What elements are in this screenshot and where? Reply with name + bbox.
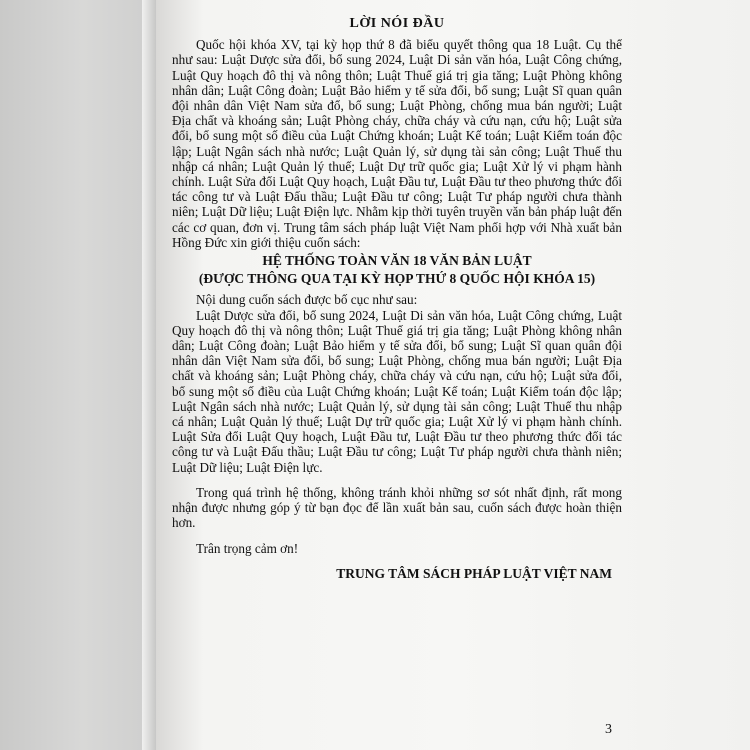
page-title: LỜI NÓI ĐẦU [349, 16, 445, 31]
contents-paragraph: Luật Dược sửa đổi, bổ sung 2024, Luật Di sản văn hóa, Luật Công chứng, Luật Quy hoạch đô thị và nông thôn; Luật Thuế giá trị gia tăng; Luật Phòng không nhân dân; Luật Công đoàn; Luật Bảo hiểm y tế sửa đổi, bổ sung; Luật Sĩ quan quân đội nhân dân Việt Nam sửa đổi, bổ sung; Luật Phòng, chống mua bán người; Luật Địa chất và khoáng sản; Luật Phòng cháy, chữa cháy và cứu nạn, cứu hộ; Luật sửa đổi, bổ sung một số điều của Luật Chứng khoán; Luật Kế toán; Luật Kiểm toán độc lập; Luật Ngân sách nhà nước; Luật Quản lý, sử dụng tài sản công; Luật Thuế thu nhập cá nhân; Luật Quản lý thuế; Luật Dự trữ quốc gia; Luật Xử lý vi phạm hành chính. Luật Sửa đổi Luật Quy hoạch, Luật Đầu tư, Luật Đầu tư theo phương thức đối tác công tư và Luật Đấu thầu; Luật Đầu tư công; Luật Tư pháp người chưa thành niên; Luật Dữ liệu; Luật Điện lực. [172, 307, 622, 475]
document-content [172, 16, 622, 581]
left-page-edge [142, 0, 156, 750]
document-page [156, 0, 750, 750]
page-number: 3 [605, 722, 612, 737]
book-title: HỆ THỐNG TOÀN VĂN 18 VĂN BẢN LUẬT [262, 253, 532, 269]
left-page [0, 0, 150, 750]
thanks-line: Trân trọng cảm ơn! [196, 540, 299, 556]
signature: TRUNG TÂM SÁCH PHÁP LUẬT VIỆT NAM [336, 565, 612, 581]
intro-paragraph: Quốc hội khóa XV, tại kỳ họp thứ 8 đã biểu quyết thông qua 18 Luật. Cụ thể như sau: Luật Dược sửa đổi, bổ sung 2024, Luật Di sản văn hóa, Luật Công chứng, Luật Quy hoạch đô thị và nông thôn; Luật Thuế giá trị gia tăng; Luật Phòng không nhân dân; Luật Công đoàn; Luật Bảo hiểm y tế sửa đổi, bổ sung; Luật Sĩ quan quân đội nhân dân Việt Nam sửa đổ, bổ sung; Luật Phòng, chống mua bán người; Luật Địa chất và khoáng sản; Luật Phòng cháy, chữa cháy và cứu nạn, cứu hộ; Luật sửa đổi, bổ sung một số điều của Luật Chứng khoán; Luật Kế toán; Luật Kiểm toán độc lập; Luật Ngân sách nhà nước; Luật Quản lý, sử dụng tài sản công; Luật Thuế thu nhập cá nhân; Luật Quản lý thuế; Luật Dự trữ quốc gia; Luật Xử lý vi phạm hành chính. Luật Sửa đổi Luật Quy hoạch, Luật Đầu tư, Luật Đầu tư theo phương thức đối tác công tư và Luật Đấu thầu; Luật Đầu tư công; Luật Tư pháp người chưa thành niên; Luật Dữ liệu; Luật Điện lực. Nhằm kịp thời tuyên truyền văn bản pháp luật đến các cơ quan, đơn vị. Trung tâm sách pháp luật Việt Nam phối hợp với Nhà xuất bản Hồng Đức xin giới thiệu cuốn sách: [172, 37, 622, 250]
book-subtitle: (ĐƯỢC THÔNG QUA TẠI KỲ HỌP THỨ 8 QUỐC HỘI KHÓA 15) [198, 271, 596, 287]
closing-paragraph: Trong quá trình hệ thống, không tránh khỏi những sơ sót nhất định, rất mong nhận được nhưng góp ý từ bạn đọc để lần xuất bản sau, cuốn sách được hoàn thiện hơn. [172, 484, 622, 531]
layout-intro: Nội dung cuốn sách được bố cục như sau: [196, 292, 418, 308]
